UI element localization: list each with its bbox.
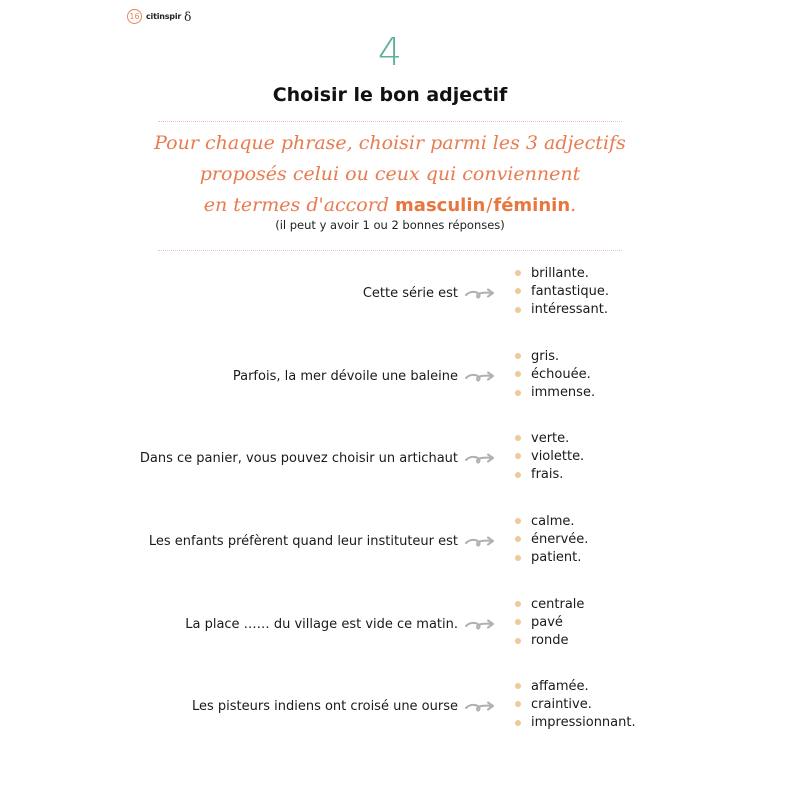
option-label: pavé: [531, 614, 563, 630]
option-item[interactable]: [515, 677, 636, 695]
question-row-2: [0, 347, 800, 407]
bullet-icon: [515, 518, 521, 524]
bullet-icon: [515, 371, 521, 377]
option-label: patient.: [531, 550, 582, 566]
exercise-number: 4: [377, 30, 403, 74]
options-list: [515, 347, 595, 402]
question-row-1: [0, 264, 800, 324]
instructions-line-3: [150, 190, 630, 221]
bullet-icon: [515, 390, 521, 396]
exercise-title: Choisir le bon adjectif: [272, 84, 508, 106]
option-item[interactable]: [515, 447, 584, 465]
hint-text: (il peut y avoir 1 ou 2 bonnes réponses): [275, 218, 505, 232]
option-label: affamée.: [531, 678, 589, 694]
option-item[interactable]: [515, 512, 588, 530]
header-logo: [127, 9, 191, 24]
option-label: intéressant.: [531, 302, 608, 318]
option-item[interactable]: [515, 264, 609, 282]
curly-arrow-icon: [464, 370, 498, 384]
option-item[interactable]: [515, 384, 595, 402]
question-sentence: Les enfants préfèrent quand leur instituteur est: [148, 534, 458, 549]
option-item[interactable]: [515, 595, 584, 613]
keyword-masculin: masculin: [395, 195, 486, 216]
option-label: immense.: [531, 385, 596, 401]
bullet-icon: [515, 683, 521, 689]
option-label: craintive.: [531, 696, 592, 712]
option-item[interactable]: [515, 549, 588, 567]
instructions: [150, 128, 630, 221]
bullet-icon: [515, 453, 521, 459]
question-row-4: [0, 512, 800, 572]
bullet-icon: [515, 638, 521, 644]
question-sentence: Parfois, la mer dévoile une baleine: [232, 369, 458, 384]
divider-top: [158, 121, 622, 122]
option-item[interactable]: [515, 429, 584, 447]
instructions-line-1: Pour chaque phrase, choisir parmi les 3 adjectifs: [154, 132, 626, 154]
option-label: énervée.: [531, 531, 589, 547]
curly-arrow-icon: [464, 287, 498, 301]
bullet-icon: [515, 720, 521, 726]
option-label: ronde: [531, 633, 569, 649]
bullet-icon: [515, 307, 521, 313]
question-row-5: [0, 595, 800, 655]
option-label: centrale: [531, 596, 585, 612]
option-label: fantastique.: [531, 283, 609, 299]
question-sentence: La place …… du village est vide ce matin.: [185, 617, 458, 632]
bullet-icon: [515, 353, 521, 359]
options-list: [515, 595, 584, 650]
curly-arrow-icon: [464, 700, 498, 714]
question-sentence: Dans ce panier, vous pouvez choisir un artichaut: [139, 451, 458, 466]
option-label: verte.: [531, 430, 570, 446]
option-item[interactable]: [515, 282, 609, 300]
option-item[interactable]: [515, 632, 584, 650]
bullet-icon: [515, 270, 521, 276]
curly-arrow-icon: [464, 618, 498, 632]
bullet-icon: [515, 472, 521, 478]
option-label: gris.: [531, 348, 560, 364]
bullet-icon: [515, 435, 521, 441]
bullet-icon: [515, 288, 521, 294]
curly-arrow-icon: [464, 535, 498, 549]
brand-name: citinspir: [146, 12, 182, 21]
option-item[interactable]: [515, 613, 584, 631]
options-list: [515, 264, 609, 319]
option-label: impressionnant.: [531, 715, 636, 731]
instructions-period: .: [570, 194, 577, 216]
instructions-line-2: proposés celui ou ceux qui conviennent: [199, 163, 581, 185]
page-number-badge: 16: [127, 9, 142, 24]
bullet-icon: [515, 536, 521, 542]
option-item[interactable]: [515, 466, 584, 484]
option-label: brillante.: [531, 265, 589, 281]
options-list: [515, 429, 584, 484]
brand-mark-icon: δ: [184, 9, 192, 24]
curly-arrow-icon: [464, 452, 498, 466]
question-row-3: [0, 429, 800, 489]
divider-bottom: [158, 250, 622, 251]
option-item[interactable]: [515, 714, 636, 732]
options-list: [515, 677, 636, 732]
question-sentence: Les pisteurs indiens ont croisé une ourse: [191, 699, 458, 714]
option-item[interactable]: [515, 530, 588, 548]
bullet-icon: [515, 601, 521, 607]
option-label: frais.: [531, 467, 564, 483]
option-item[interactable]: [515, 695, 636, 713]
instructions-line-3-prefix: en termes d'accord: [203, 194, 396, 216]
options-list: [515, 512, 588, 567]
option-label: calme.: [531, 513, 575, 529]
option-label: violette.: [531, 448, 585, 464]
question-row-6: [0, 677, 800, 737]
option-item[interactable]: [515, 347, 595, 365]
bullet-icon: [515, 555, 521, 561]
question-sentence: Cette série est: [362, 286, 458, 301]
keyword-feminin: féminin: [493, 195, 571, 216]
option-label: échouée.: [531, 366, 591, 382]
bullet-icon: [515, 701, 521, 707]
keyword-slash: /: [486, 195, 493, 216]
bullet-icon: [515, 619, 521, 625]
option-item[interactable]: [515, 365, 595, 383]
option-item[interactable]: [515, 301, 609, 319]
